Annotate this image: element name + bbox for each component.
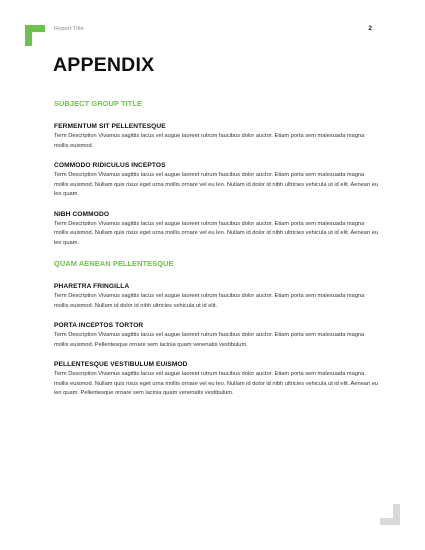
entry-description: Term Description Vivamus sagittis lacus vel augue laoreet rutrum faucibus dolor auctor. Etiam porta sem malesuada magna mollis euismod. Nullam id dolor id nibh ultricies vehicula ut id elit. [54, 293, 365, 309]
glossary-entry [54, 283, 379, 311]
report-title: Report Title [54, 26, 84, 32]
entry-title: FERMENTUM SIT PELLENTESQUE [54, 123, 166, 130]
entry-description: Term Description Vivamus sagittis lacus vel augue laoreet rutrum faucibus dolor auctor. Etiam porta sem malesuada magna mollis euismod. Nullam quis risus eget urna mollis ornare vel eu leo. Nullam id dolor id nibh ultricies vehicula ut id elit. Aenean eu leo quam. Pellentesque ornare sem lacinia quam venenatis vestibulum. [54, 371, 379, 396]
glossary-entry [54, 162, 379, 200]
glossary-entry [54, 322, 379, 350]
entry-title: PORTA INCEPTOS TORTOR [54, 322, 144, 329]
entry-description: Term Description Vivamus sagittis lacus vel augue laoreet rutrum faucibus dolor auctor. Etiam porta sem malesuada magna mollis euismod. Nullam quis risus eget urna mollis ornare vel eu leo. Nullam id dolor id nibh ultricies vehicula ut id elit. Aenean eu leo quam. [54, 220, 379, 246]
group-title: SUBJECT GROUP TITLE [54, 99, 142, 108]
corner-mark-top-left [25, 25, 45, 46]
entry-description: Term Description Vivamus sagittis lacus vel augue laoreet rutrum faucibus dolor auctor. Etiam porta sem malesuada magna mollis euismod. Pellentesque ornare sem lacinia quam venenatis vestibulum. [54, 332, 365, 348]
corner-mark-horizontal-bar [380, 518, 400, 525]
entry-title: PHARETRA FRINGILLA [54, 283, 130, 290]
entry-description: Term Description Vivamus sagittis lacus vel augue laoreet rutrum faucibus dolor auctor. Etiam porta sem malesuada magna mollis euismod. [54, 133, 365, 149]
page-heading: APPENDIX [53, 54, 155, 76]
page-number: 2 [368, 25, 372, 32]
entry-description: Term Description Vivamus sagittis lacus vel augue laoreet rutrum faucibus dolor auctor. Etiam porta sem malesuada magna mollis euismod. Nullam quis risus eget urna mollis ornare vel eu leo. Nullam id dolor id nibh ultricies vehicula ut id elit. Aenean eu leo quam. [54, 172, 379, 197]
glossary-entry [54, 361, 379, 399]
corner-mark-horizontal-bar [25, 25, 45, 32]
corner-mark-bottom-right [380, 504, 400, 525]
entry-title: COMMODO RIDICULUS INCEPTOS [54, 162, 166, 169]
group-title: QUAM AENEAN PELLENTESQUE [54, 259, 174, 268]
entry-title: PELLENTESQUE VESTIBULUM EUISMOD [54, 361, 188, 368]
subject-group [54, 259, 379, 399]
subject-group [54, 99, 379, 248]
entry-title: NIBH COMMODO [54, 210, 110, 218]
glossary-entry [54, 211, 379, 249]
glossary-entry [54, 123, 379, 151]
appendix-content [54, 99, 379, 410]
